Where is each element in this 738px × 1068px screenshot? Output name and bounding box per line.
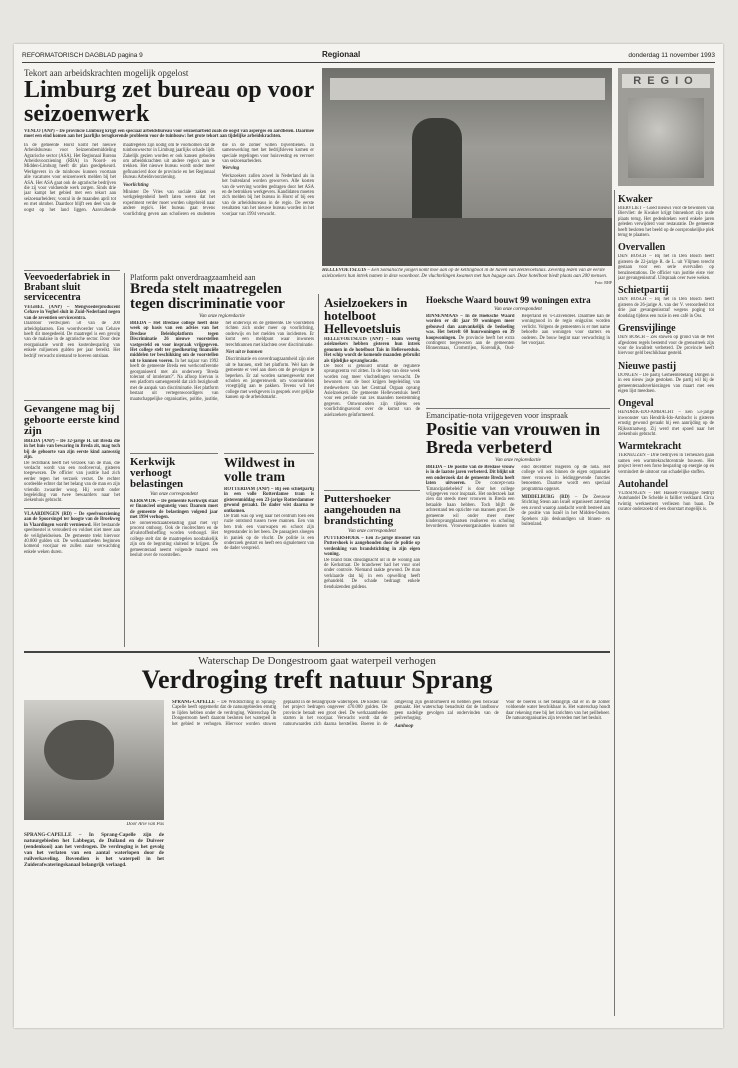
article-limburg [24,68,314,266]
breda-body: In het najaar van 1992 heeft de gemeente Breda een werkconferentie georganiseerd met als onderwerp 'Breda tolerant of intolerant?'. Na afloop hiervan is een platform samengesteld dat zich bezighoudt met de aanpak van discriminatie. Het platform bestaat uit vertegenwoordigers van maatschappelijke organisaties, politie, justitie, het onderwijs en de gemeente. De voorstellen richten zich onder meer op voorlichting, onderwijs en het melden van incidenten. Er komt een meldpunt waar inwoners terechtkunnen met klachten over discriminatie. [130,321,314,402]
limburg-body: In de gemeente Horst komt het nieuwe Arbeidsbureau voor Seizoensbemiddeling Agrarische sector (ASA). Het Regionaal Bureau Arbeidsvoorziening (RBA) in Noord- en Midden-Limburg heeft dit plan goedgekeurd. Werkgevers in de tuinbouw kunnen voortaan alle vacatures voor seizoenwerk melden bij het ASA. Het ASA gaat ook de agrarische bedrijven die zij voor voldoende werk zorgen. Sinds drie jaar kampt het gebied met een tekort aan seizoenarbeiders; vooral in de maanden april tot en met oktober. Daardoor blijft een deel van de oogst op het land liggen. Aanvullende maatregelen zijn nodig om te voorkomen dat de tuinbouwsector in Limburg jaarlijks schade lijdt. Zakelijk gezien worden er ook kansen geboden om arbeidskrachten uit andere regio's aan te trekken. Het nieuwe bureau wordt onder meer gefinancierd door de provincie en het Regionaal Bureau Arbeidsvoorziening. [24,142,215,213]
dongestroom-photo-credit: Door Arie van Pas [126,822,164,827]
sidebar-item [618,398,714,437]
breda-body-columns [130,321,314,449]
dongestroom-headline: Verdroging treft natuur Sprang [141,665,493,694]
asielzoekers-lead: HELLEVOETSLUIS (ANP) – Ruim veertig asielzoekers hebben gisteren hun intrek genomen in de hotelboot Tais in Hellevoetsluis. Het schip wordt de komende maanden gebruikt als tijdelijke opvanglocatie. [324,337,420,364]
emancipatie-body-columns [426,465,610,633]
photo-floor [322,218,612,266]
puttershoek-body: De brand brak dinsdagnacht uit in de woning aan de Kerkstraat. De brandweer had het vuur snel onder controle. Niemand raakte gewond. De man verklaarde dat hij in een opwelling heeft gehandeld. De schade bedraagt enkele tienduizenden guldens. [324,557,420,590]
sidebar-body: DONGEN – De pastij Gemeentebelang Dongen is in een nieuw jasje gestoken. De partij wil bij de gemeenteraadsverkiezingen van maart met een eigen lijst meedoen. [618,372,714,394]
sidebar-title: Autohandel [618,479,669,490]
masthead-section: Regionaal [322,50,361,59]
puttershoek-headline: Puttershoeker aangehouden na brandstichting [324,493,401,527]
photo-caption-block [322,268,612,292]
sidebar-item [618,441,714,475]
emancipatie-lead: BREDA – De positie van de Bredase vrouw is in de laatste jaren verbeterd. Dit blijkt uit een onderzoek dat de gemeente Breda heeft laten uitvoeren. [426,465,515,487]
kerkwijk-body: De onroerendzaakbelasting gaat met vijf procent omhoog. Ook de rioolrechten en de afvalstoffenheffing worden verhoogd. Het college stelt dat de maatregelen noodzakelijk zijn om de begroting sluitend te krijgen. De gemeenteraad neemt volgende maand een besluit over de voorstellen. [130,520,218,559]
dongestroom-header [24,655,610,695]
kerkwijk-lead: KERKWIJK – De gemeente Kerkwijk staat er financieel ongunstig voor. Daarom moet de gemeente de belastingen volgend jaar met 1994 verhogen. [130,499,218,521]
limburg-body-columns [24,143,314,263]
puttershoek-byline: Van onze correspondent [348,529,396,534]
sidebar-title: Nieuwe pastij [618,360,677,372]
photo-credit: Foto: RHP [594,280,612,285]
sidebar-title: Ongeval [618,398,654,410]
masthead-date: donderdag 11 november 1993 [628,52,715,59]
veevoeder-lead: VEGHEL (ANP) – Mengvoederproducent Cehave in Veghel sluit in Zuid-Nederland negen van de zeventien servicecentra. [24,305,120,321]
sidebar-item [618,479,714,513]
photo-caption: – Een Somalische jongen komt moe aan op de kettingboot in de haven van Hellevoetsluis. Zeventig leden van de eerste asielzoekers hun intrek namen in deze woonboot. De vluchtelingen kwamen met hun bagage aan. Deze hotelboot biedt plaats aan 200 mensen. [322,268,608,279]
sidebar-title: Kwaker [618,194,653,205]
hoeksche-headline: Hoeksche Waard bouwt 99 woningen extra [426,296,591,305]
sidebar-body: TERNEUZEN – Drie bedrijven in Terneuzen gaan samen een warmtekrachtcentrale bouwen. Het project levert een forse besparing op energie op en vermindert de uitstoot van schadelijke stoffen. [618,453,714,475]
wildwest-lead: ROTTERDAM (ANP) – Bij een schietpartij in een volle Rotterdamse tram is gisterenmiddag een 23-jarige Rotterdammer gewond geraakt. De dader wist daarna te ontkomen. [224,487,314,514]
article-gevangene [24,400,120,647]
sidebar-body: BIERVLIET – Goed nieuws voor de bewoners van Biervliet: de Kwaker krijgt binnenkort zijn oude plaats terug. Het gedenkteken werd enkele jaren geleden verwijderd voor restauratie. De gemeente heeft besloten het beeld op de oorspronkelijke plek terug te plaatsen. [618,206,714,239]
photo-hellevoetsluis [322,68,612,266]
wildwest-body: De tram was op weg naar het centrum toen een ruzie ontstond tussen twee mannen. Een van hen trok een vuurwapen en schoot zijn tegenstander in het been. De passagiers sloegen in paniek op de vlucht. De politie is een onderzoek gestart en heeft een signalement van de dader verspreid. [224,514,314,552]
sidebar-body: HENDRIK-IDO-AMBACHT – Een 53-jarige inwoonster van Hendrik-Ido-Ambacht is gisteren ernstig gewond geraakt bij een aanrijding op de Rijksstraatweg. Zij werd met spoed naar het ziekenhuis gebracht. [618,410,714,437]
limburg-lead: VENLO (ANP) – De provincie Limburg krijgt een speciaal arbeidsbureau voor seizoenarbeid zoals de oogst van asperges en aardbeien. Daarmee moet een eind komen aan het jaarlijks terugkerende probleem voor de tuinbouw: het grote tekort aan tijdelijke arbeidskrachten. [24,129,314,140]
regio-logo-graphic [628,98,704,178]
article-emancipatie [426,408,610,647]
hoeksche-lead: BINNENMAAS – In de Hoeksche Waard worden er dit jaar 99 woningen meer gebouwd dan aanvankelijk de bedoeling was. Het betreft 60 huurwoningen en 39 koopwoningen. [426,314,515,341]
rule [24,270,120,271]
gevangene-body: De rechtbank heeft het verzoek van de man, die verdacht wordt van een roofoverval, gisteren toegewezen. De officier van justitie had zich eerder tegen het verzoek verzet. De rechter oordeelde echter dat het belang van de man en zijn vriendin zwaarder woog. Hij wordt onder begeleiding van twee bewaarders naar het ziekenhuis gebracht. [24,460,120,504]
emancipatie-body: De concept-nota 'Emancipatiebeleid' is door het college vrijgegeven voor inspraak. Het onderzoek laat zien dat steeds meer vrouwen in Breda een betaalde baan hebben. Toch blijft de achterstand ten opzichte van mannen groot. De gemeente wil onder meer meer kinderopvangplaatsen realiseren en scholing bevorderen. Vrouwenorganisaties kunnen tot eind december reageren op de nota. Het college wil ook binnen de eigen organisatie meer vrouwen in leidinggevende functies benoemen. Daartoe wordt een speciaal programma opgezet. [426,465,610,530]
column-rule [318,294,319,647]
emancipatie-kicker: Emancipatie-nota vrijgegeven voor inspraak [426,411,568,420]
gevangene-lead: BREDA (ANP) – De 32-jarige H. uit Breda die in het huis van bewaring in Breda zit, mag toch bij de geboorte van zijn eerste kind aanwezig zijn. [24,439,120,461]
article-puttershoek [324,490,420,647]
article-asielzoekers [324,296,420,486]
sidebar-title: Schietpartij [618,285,669,297]
vlaardingen-lead: VLAARDINGEN (RD) – De speelvoorziening aan de Spoorsingel ter hoogte van de Broekweg in Vlaardingen wordt vernieuwd. [24,511,120,528]
hoeksche-body: De provincie heeft het extra contingent toegewezen aan de gemeenten Binnenmaas, Cromstrijen, Korendijk, Oud-Beijerland en 's-Gravendeel. Daarmee kan de woningnood in de regio enigszins worden verlicht. Volgens de gemeenten is er met name behoefte aan woningen voor starters en ouderen. De bouw begint naar verwachting in het voorjaar. [426,314,610,352]
hoeksche-body-columns [426,314,610,398]
breda-kicker: Platform pakt onverdraagzaamheid aan [130,273,256,282]
breda-lead: BREDA – Het Bredase college heeft deze week op basis van een advies van het Bredase Beleidsplatform tegen Discriminatie 26 nieuwe voorstellen vastgesteld en voor inspraak vrijgegeven. Het college stelt ter goedkeuring financiële middelen ter beschikking om de voorstellen uit te kunnen voeren. [130,321,219,364]
masthead [22,50,715,63]
masthead-paper: REFORMATORISCH DAGBLAD pagina 9 [22,52,143,59]
breda-byline: Van onze regioredactie [199,314,245,319]
sidebar-title: Overvallen [618,242,666,254]
article-breda-discriminatie [130,273,314,449]
vlaardingen-body: Het bestaande speeltoestel is verouderd en voldoet niet meer aan de veiligheidseisen. De gemeente trekt hiervoor 40.000 gulden uit. De werkzaamheden beginnen komend voorjaar en zullen naar verwachting enkele weken duren. [24,522,120,555]
breda-body2: Discriminatie en onverdraagzaamheid zijn niet uit te bannen, stelt het platform. Wel kan de gemeente er veel aan doen om de gevolgen te beperken. Er zal worden samengewerkt met scholen en jongerenwerk om vooroordelen vroegtijdig aan te pakken. Tevens wil het college met werkgevers in gesprek over gelijke kansen op de arbeidsmarkt. [225,357,314,401]
puttershoek-lead: PUTTERSHOEK – Een 35-jarige inwoner van Puttershoek is aangehouden door de politie op verdenking van brandstichting in zijn eigen woning. [324,536,420,558]
photo-window-band [330,78,605,100]
newspaper-page [14,44,723,1028]
gevangene-headline: Gevangene mag bij geboorte eerste kind zijn [24,403,120,437]
hoeksche-byline: Van onze correspondent [494,307,542,312]
middelburg-body: – De Zeeuwse Stichting Steun aan Israël organiseert zaterdag een avond waarop aandacht wordt besteed aan de positie van Israël in het Midden-Oosten. Sprekers zijn deskundigen uit binnen- en buitenland. [521,495,610,528]
asielzoekers-headline: Asielzoekers in hotelboot Hellevoetsluis [324,296,408,336]
dongestroom-body2: Voor de boeren is het belangrijk dat er in de zomer voldoende water beschikbaar is. Het waterschap houdt daar rekening mee bij het inrichten van het peilbeheer. De natuurorganisaties zijn tevreden met het besluit. [505,700,610,722]
limburg-body2: Minister De Vries van sociale zaken en werkgelegenheid heeft laten weten dat het experiment verder moet worden uitgebreid naar andere regio's. Het bureau gaat tevens voorlichting geven aan scholieren en studenten die in de zomer willen bijverdienen. In samenwerking met het bedrijfsleven komen er speciale regelingen voor huisvesting en vervoer van seizoenarbeiders. [123,142,314,217]
limburg-kicker: Tekort aan arbeidskrachten mogelijk opgelost [24,68,189,78]
sidebar-body: VLISSINGEN – Het Hasselt-Vlissingse bedrijf Autohandel De Schelde is failliet verklaard. Circa twintig werknemers verliezen hun baan. De curator onderzoekt of een doorstart mogelijk is. [618,491,714,513]
emancipatie-headline: Positie van vrouwen in Breda verbeterd [426,419,601,457]
column-rule [124,273,125,647]
photo-person-silhouette [412,118,462,228]
dongestroom-sub: Aanhoop [394,723,414,729]
article-kerkwijk [130,453,218,648]
dongestroom-body: – De Wildstichting in Sprang-Capelle heeft opgemerkt dat de natuurgebieden ernstig te lijden hebben onder de verdroging. Waterschap De Dongestroom heeft daarom besloten het waterpeil in het gebied te verhogen. Hiervoor worden stuwen geplaatst in de belangrijkste waterlopen. De kosten van het project bedragen ongeveer 470.000 gulden. De provincie betaalt een groot deel. De werkzaamheden starten in het voorjaar. Verwacht wordt dat de natuurwaarden zich daarna herstellen. Boeren in de omgeving zijn geïnformeerd en hebben geen bezwaar gemaakt. Het waterschap benadrukt dat de landbouw geen nadelige gevolgen zal ondervinden van de peilverhoging. [172,700,499,727]
dongestroom-photo-lead: SPRANG-CAPELLE – In Sprang-Capelle zijn de natuurgebieden het Labbegat, de Duiland en de Duiveer (eendenkooi) aan het verdrogen. De verdroging is het gevolg van het verlaten van een aantal waterlopen door de ruilverkaveling. Bovendien is het waterpeil in het Zuiderafwateringskanaal belangrijk verlaagd. [24,832,164,868]
dongestroom-kicker: Waterschap De Dongestroom gaat waterpeil verhogen [198,655,436,667]
article-veevoeder [24,273,120,397]
emancipatie-byline: Van onze regioredactie [495,458,541,463]
wildwest-headline: Wildwest in volle tram [224,456,295,485]
sidebar-item [618,242,714,281]
sidebar-item [618,285,714,319]
breda-headline: Breda stelt maatregelen tegen discriminatie voor [130,281,285,312]
sidebar-rule [614,190,615,1016]
limburg-body3: Werkzoekers zullen zowel in Nederland als in het buitenland worden geworven. Alle kosten van de werving worden gedragen door het ASA en de betrokken werkgevers. Kandidaten moeten zich melden bij het bureau in Horst of bij een van de arbeidsbureaus in de regio. De eerste resultaten van het nieuwe bureau worden in het voorjaar van 1994 verwacht. [222,173,314,217]
rule [24,651,610,653]
limburg-headline: Limburg zet bureau op voor seizoenwerk [24,77,314,127]
middelburg-place: MIDDELBURG (RD) [521,495,570,501]
veevoeder-body: Daardoor verdwijnen 50 van de 200 arbeidsplaatsen. Een woordvoerder van Cehave heeft dit meegedeeld. De maatregel is een gevolg van de malaise in de agrarische sector. Door deze reorganisatie wordt een kostenbesparing van enkele miljoenen gulden per jaar bereikt. Het bedrijf verwacht niemand te hoeven ontslaan. [24,321,120,359]
limburg-sub-voorlichting: Voorlichting [123,182,149,188]
regio-logo [618,68,714,186]
breda-sub: Niet uit te bannen [225,350,263,356]
kerkwijk-byline: Van onze correspondent [150,492,198,497]
photo-caption-place: HELLEVOETSLUIS [322,268,367,273]
article-wildwest [224,453,314,648]
veevoeder-headline: Veevoederfabriek in Brabant sluit servicecentra [24,273,111,303]
photo-tree-silhouette [44,720,114,780]
sidebar-item [618,194,714,238]
regio-logo-letters: REGIO [622,74,710,88]
asielzoekers-body: De boot is gehuurd omdat de reguliere opvangcentra vol zitten. In de loop van deze week worden nog meer vluchtelingen verwacht. De bewoners van de boot krijgen begeleiding van medewerkers van het Centraal Orgaan opvang Asielzoekers. De gemeente Hellevoetsluis heeft voor een periode van zes maanden toestemming gegeven. Omwonenden zijn tijdens een voorlichtingsavond over de komst van de asielzoekers geïnformeerd. [324,364,420,418]
kerkwijk-headline: Kerkwijk verhoogt belastingen [130,456,184,490]
sidebar-body: DEN BOSCH – Zes stuwen op grond van de Wet afgesloten regels bestemd voor de grensstreek zijn voor de kwaliteit verbeterd. De provincie heeft hiervoor geld beschikbaar gesteld. [618,335,714,357]
dongestroom-place: SPRANG-CAPELLE [172,700,215,705]
brief-vlaardingen [24,508,120,555]
sidebar-body: DEN BOSCH – Bij het in Den Bosch heeft gisteren de 26-jarige A. van der V. veroordeeld tot drie jaar gevangenisstraf wegens poging tot doodslag tijdens een ruzie in een café in Oss. [618,297,714,319]
sidebar-body: DEN BOSCH – Bij het in Den Bosch heeft gisteren de 22-jarige R. de L. uit Vlijmen terecht gestaan voor een serie overvallen op benzinestations. De officier van justitie eiste vier jaar gevangenisstraf. Uitspraak over twee weken. [618,254,714,282]
sidebar-title: Grensvijlinge [618,323,676,335]
sidebar-briefs [618,190,714,1016]
sidebar-item [618,361,714,395]
article-hoeksche-waard [426,296,610,404]
limburg-sub-werving: Werving [222,166,240,172]
sidebar-item [618,323,714,357]
dongestroom-body-columns [172,700,610,886]
sidebar-title: Warmtekracht [618,441,682,453]
photo-sprang-nature [24,700,164,820]
